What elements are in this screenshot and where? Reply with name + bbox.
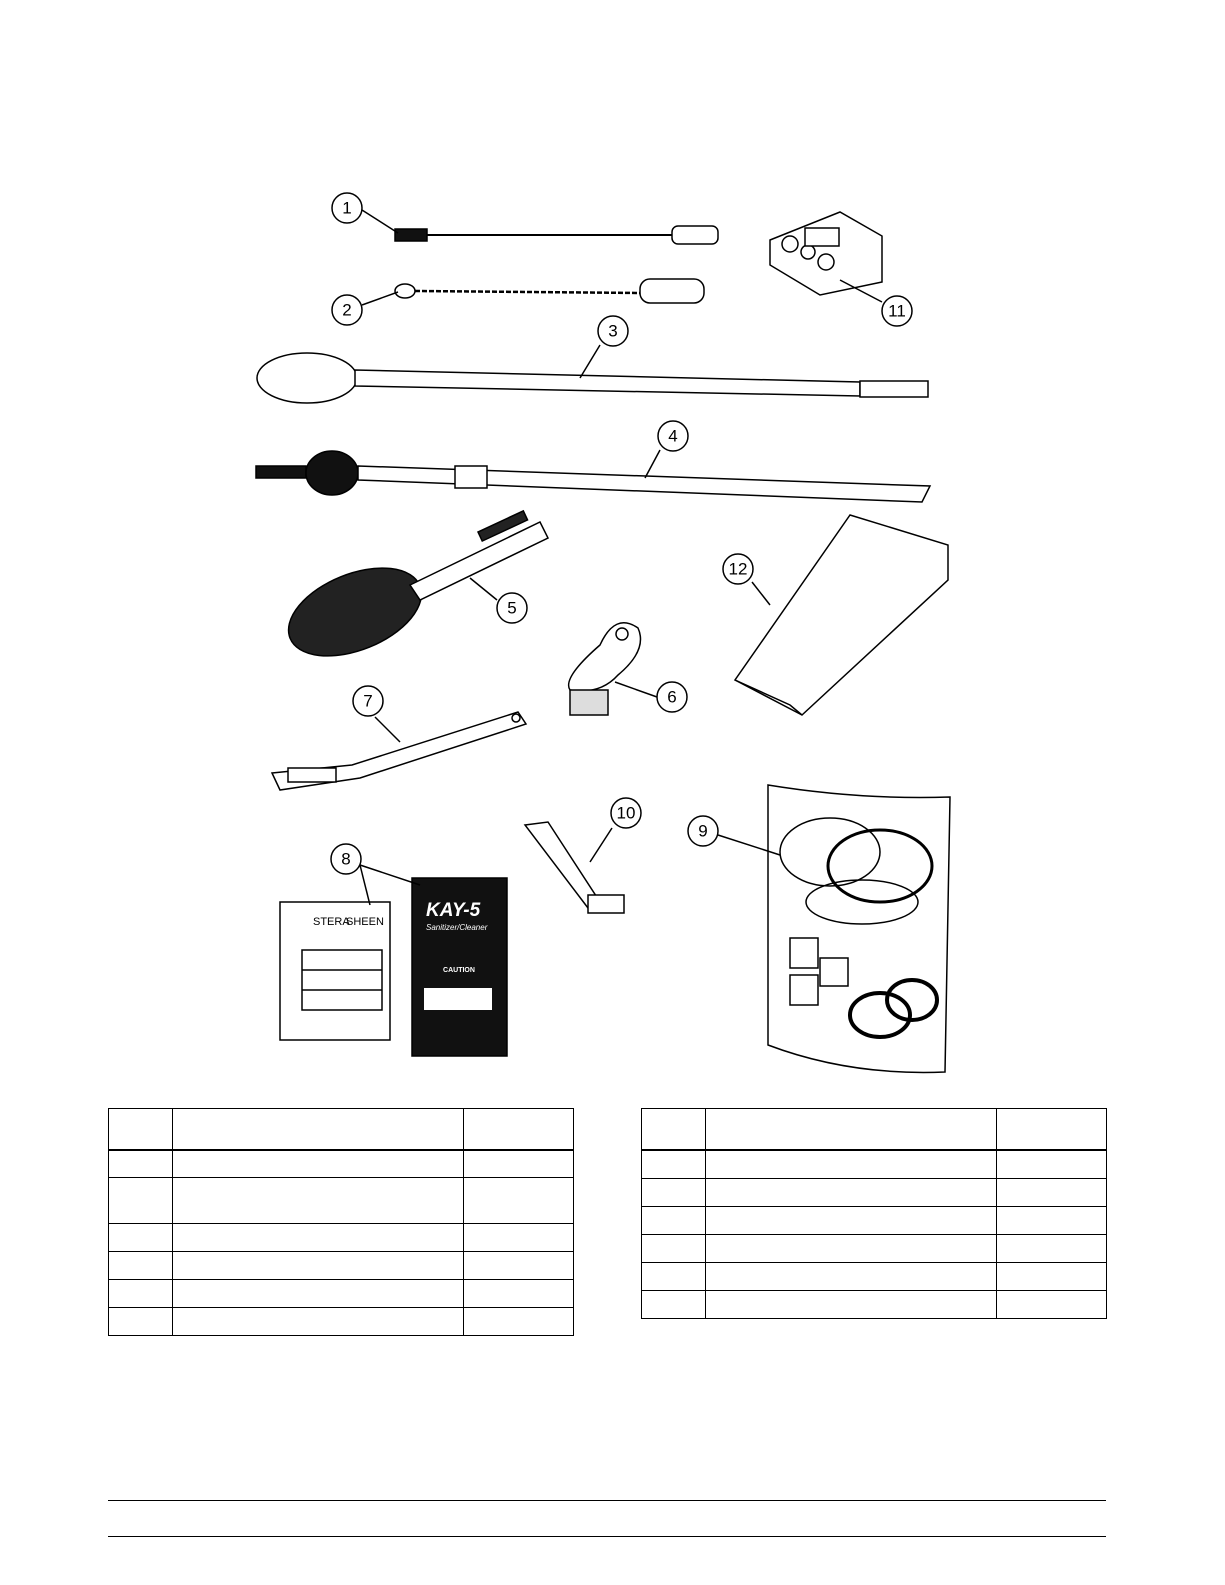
table-cell [464, 1223, 574, 1251]
header-cell [706, 1109, 997, 1151]
table-cell [109, 1307, 173, 1335]
header-cell [997, 1109, 1107, 1151]
item-11-timer [770, 212, 882, 295]
table-row [109, 1251, 574, 1279]
stera-sheen-brand-right: SHEEN [346, 916, 384, 928]
table-cell [173, 1177, 464, 1223]
callout-9: 9 [698, 821, 708, 841]
table-cell [109, 1279, 173, 1307]
callout-12: 12 [728, 559, 748, 579]
callout-11: 11 [888, 301, 906, 321]
table-row [109, 1279, 574, 1307]
stera-sheen-brand-left: STERA [313, 916, 350, 928]
table-cell [997, 1234, 1107, 1262]
table-row [642, 1178, 1107, 1206]
table-row [642, 1150, 1107, 1178]
table-cell [109, 1251, 173, 1279]
table-header-row [642, 1109, 1107, 1151]
table-cell [173, 1279, 464, 1307]
header-cell [173, 1109, 464, 1151]
table-cell [464, 1251, 574, 1279]
table-cell [642, 1150, 706, 1178]
table-cell [464, 1279, 574, 1307]
item-5-bottle-brush [276, 511, 548, 674]
table-row [642, 1234, 1107, 1262]
table-cell [642, 1178, 706, 1206]
kay5-caution: CAUTION [443, 967, 475, 974]
kay5-subtitle: Sanitizer/Cleaner [426, 923, 488, 932]
callout-5: 5 [507, 598, 517, 618]
item-10-tool [525, 822, 624, 913]
table-cell [706, 1262, 997, 1290]
table-cell [997, 1262, 1107, 1290]
table-cell [706, 1178, 997, 1206]
table-cell [642, 1290, 706, 1318]
table-cell [464, 1150, 574, 1177]
item-2-loop-brush [395, 279, 704, 303]
item-3-long-brush [257, 353, 928, 403]
parts-table-left [108, 1108, 574, 1336]
table-cell [464, 1307, 574, 1335]
table-cell [997, 1206, 1107, 1234]
table-row [109, 1150, 574, 1177]
table-cell [706, 1290, 997, 1318]
table-cell [109, 1177, 173, 1223]
callout-6: 6 [667, 687, 677, 707]
kay5-brand: KAY-5 [426, 900, 481, 921]
callout-4: 4 [668, 426, 678, 446]
table-cell [173, 1223, 464, 1251]
table-cell [642, 1234, 706, 1262]
item-4-bristle-brush [256, 451, 930, 502]
table-cell [109, 1150, 173, 1177]
table-cell [997, 1290, 1107, 1318]
table-cell [464, 1177, 574, 1223]
callout-7: 7 [363, 691, 373, 711]
item-9-orings-bag [768, 785, 950, 1072]
footer-rule-top [108, 1500, 1106, 1501]
callout-circles [331, 193, 912, 874]
header-cell [464, 1109, 574, 1151]
item-12-scoop [735, 515, 948, 715]
parts-table-right [641, 1108, 1107, 1319]
footer-rule-bottom [108, 1536, 1106, 1537]
table-cell [173, 1150, 464, 1177]
table-cell [642, 1262, 706, 1290]
callout-3: 3 [608, 321, 618, 341]
callout-8: 8 [341, 849, 351, 869]
callout-1: 1 [342, 198, 352, 218]
table-cell [642, 1206, 706, 1234]
table-cell [706, 1150, 997, 1178]
table-row [109, 1307, 574, 1335]
callout-10: 10 [616, 803, 636, 823]
table-row [642, 1262, 1107, 1290]
callout-2: 2 [342, 300, 352, 320]
item-6-hand-brush [569, 623, 641, 715]
table-header-row [109, 1109, 574, 1151]
table-row [109, 1223, 574, 1251]
table-cell [109, 1223, 173, 1251]
table-cell [997, 1150, 1107, 1178]
item-1-small-brush [395, 226, 718, 244]
table-row [109, 1177, 574, 1223]
table-cell [706, 1206, 997, 1234]
table-row [642, 1206, 1107, 1234]
table-cell [173, 1251, 464, 1279]
table-cell [706, 1234, 997, 1262]
table-cell [997, 1178, 1107, 1206]
header-cell [642, 1109, 706, 1151]
table-row [642, 1290, 1107, 1318]
item-7-tool [272, 712, 526, 790]
table-cell [173, 1307, 464, 1335]
header-cell [109, 1109, 173, 1151]
